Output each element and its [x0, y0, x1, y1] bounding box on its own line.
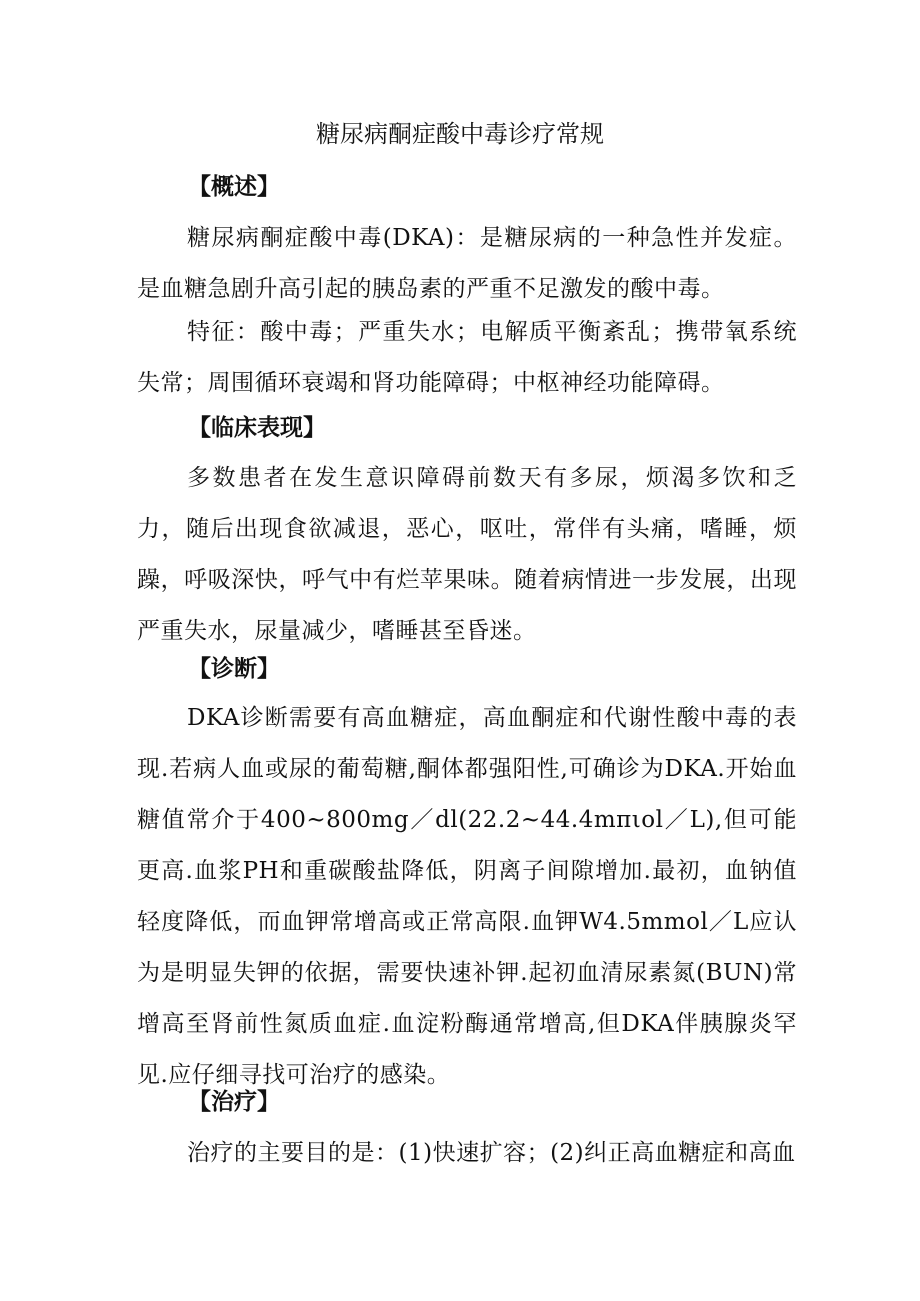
document-title: 糖尿病酮症酸中毒诊疗常规	[316, 120, 604, 148]
section-heading-diagnosis: 【诊断】	[188, 656, 280, 682]
section-heading-treatment: 【治疗】	[188, 1089, 280, 1115]
paragraph-treatment: 治疗的主要目的是：(1)快速扩容；(2)纠正高血糖症和高血	[187, 1140, 796, 1166]
paragraph-dka-definition: 糖尿病酮症酸中毒(DKA)：是糖尿病的一种急性并发症。是血糖急剧升高引起的胰岛素的严重不足激发的酸中毒。	[137, 225, 797, 302]
section-heading-overview: 【概述】	[188, 174, 280, 200]
paragraph-clinical-manifestation: 多数患者在发生意识障碍前数天有多尿，烦渴多饮和乏力，随后出现食欲减退，恶心，呕吐，常伴有头痛，嗜睡，烦躁，呼吸深快，呼气中有烂苹果味。随着病情进一步发展，出现严重失水，尿量减少，嗜睡甚至昏迷。	[137, 465, 797, 644]
paragraph-features: 特征：酸中毒；严重失水；电解质平衡紊乱；携带氧系统失常；周围循环衰竭和肾功能障碍；中枢神经功能障碍。	[137, 319, 797, 396]
paragraph-diagnosis: DKA诊断需要有高血糖症，高血酮症和代谢性酸中毒的表现.若病人血或尿的葡萄糖,酮体都强阳性,可确诊为DKA.开始血糖值常介于400~800mg／dl(22.2~44.4mπιol／L),但可能更高.血浆PH和重碳酸盐降低，阴离子间隙增加.最初，血钠值轻度降低，而血钾常增高或正常高限.血钾W4.5mmol／L应认为是明显失钾的依据，需要快速补钾.起初血清尿素氮(BUN)常增高至肾前性氮质血症.血淀粉酶通常增高,但DKA伴胰腺炎罕见.应仔细寻找可治疗的感染。	[137, 705, 797, 1088]
section-heading-clinical: 【临床表现】	[188, 415, 326, 441]
